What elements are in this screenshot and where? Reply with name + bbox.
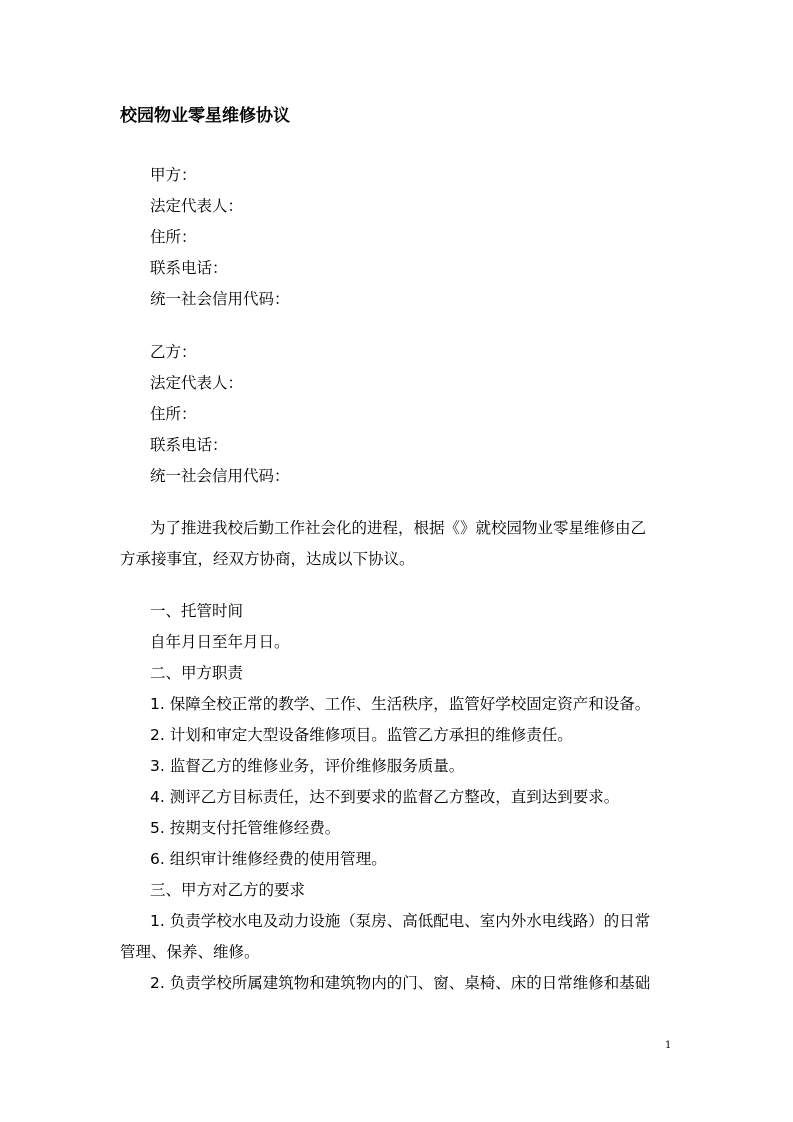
party-b-rep-label: 法定代表人： [150, 374, 244, 392]
party-b-name-label: 乙方： [150, 343, 197, 361]
section-2-heading: 二、甲方职责 [150, 664, 244, 682]
section-2-item-6: 6. 组织审计维修经费的使用管理。 [150, 850, 387, 868]
party-a-rep-label: 法定代表人： [150, 197, 244, 215]
party-a-phone-label: 联系电话： [150, 259, 228, 277]
section-2-item-1: 1. 保障全校正常的教学、工作、生活秩序，监管好学校固定资产和设备。 [150, 695, 651, 713]
party-b-phone-label: 联系电话： [150, 436, 228, 454]
party-a-name-label: 甲方： [150, 166, 197, 184]
section-2-item-3: 3. 监督乙方的维修业务，评价维修服务质量。 [150, 757, 465, 775]
document-title: 校园物业零星维修协议 [120, 106, 290, 126]
section-2-item-2: 2. 计划和审定大型设备维修项目。监管乙方承担的维修责任。 [150, 726, 573, 744]
section-3-item-2-line-1: 2. 负责学校所属建筑物和建筑物内的门、窗、桌椅、床的日常维修和基础 [150, 974, 651, 992]
section-3-item-1-line-1: 1. 负责学校水电及动力设施（泵房、高低配电、室内外水电线路）的日常 [150, 912, 651, 930]
section-2-item-5: 5. 按期支付托管维修经费。 [150, 819, 341, 837]
party-b-address-label: 住所： [150, 405, 197, 423]
party-a-credit-code-label: 统一社会信用代码： [150, 290, 290, 308]
page-number: 1 [665, 1040, 672, 1051]
intro-line-1: 为了推进我校后勤工作社会化的进程，根据《》就校园物业零星维修由乙 [150, 519, 647, 537]
intro-line-2: 方承接事宜，经双方协商，达成以下协议。 [120, 550, 415, 568]
party-b-credit-code-label: 统一社会信用代码： [150, 467, 290, 485]
section-1-text: 自年月日至年月日。 [150, 633, 290, 651]
section-3-heading: 三、甲方对乙方的要求 [150, 881, 306, 899]
section-2-item-4: 4. 测评乙方目标责任，达不到要求的监督乙方整改，直到达到要求。 [150, 788, 620, 806]
section-3-item-1-line-2: 管理、保养、维修。 [120, 943, 260, 961]
section-1-heading: 一、托管时间 [150, 602, 244, 620]
party-a-address-label: 住所： [150, 228, 197, 246]
